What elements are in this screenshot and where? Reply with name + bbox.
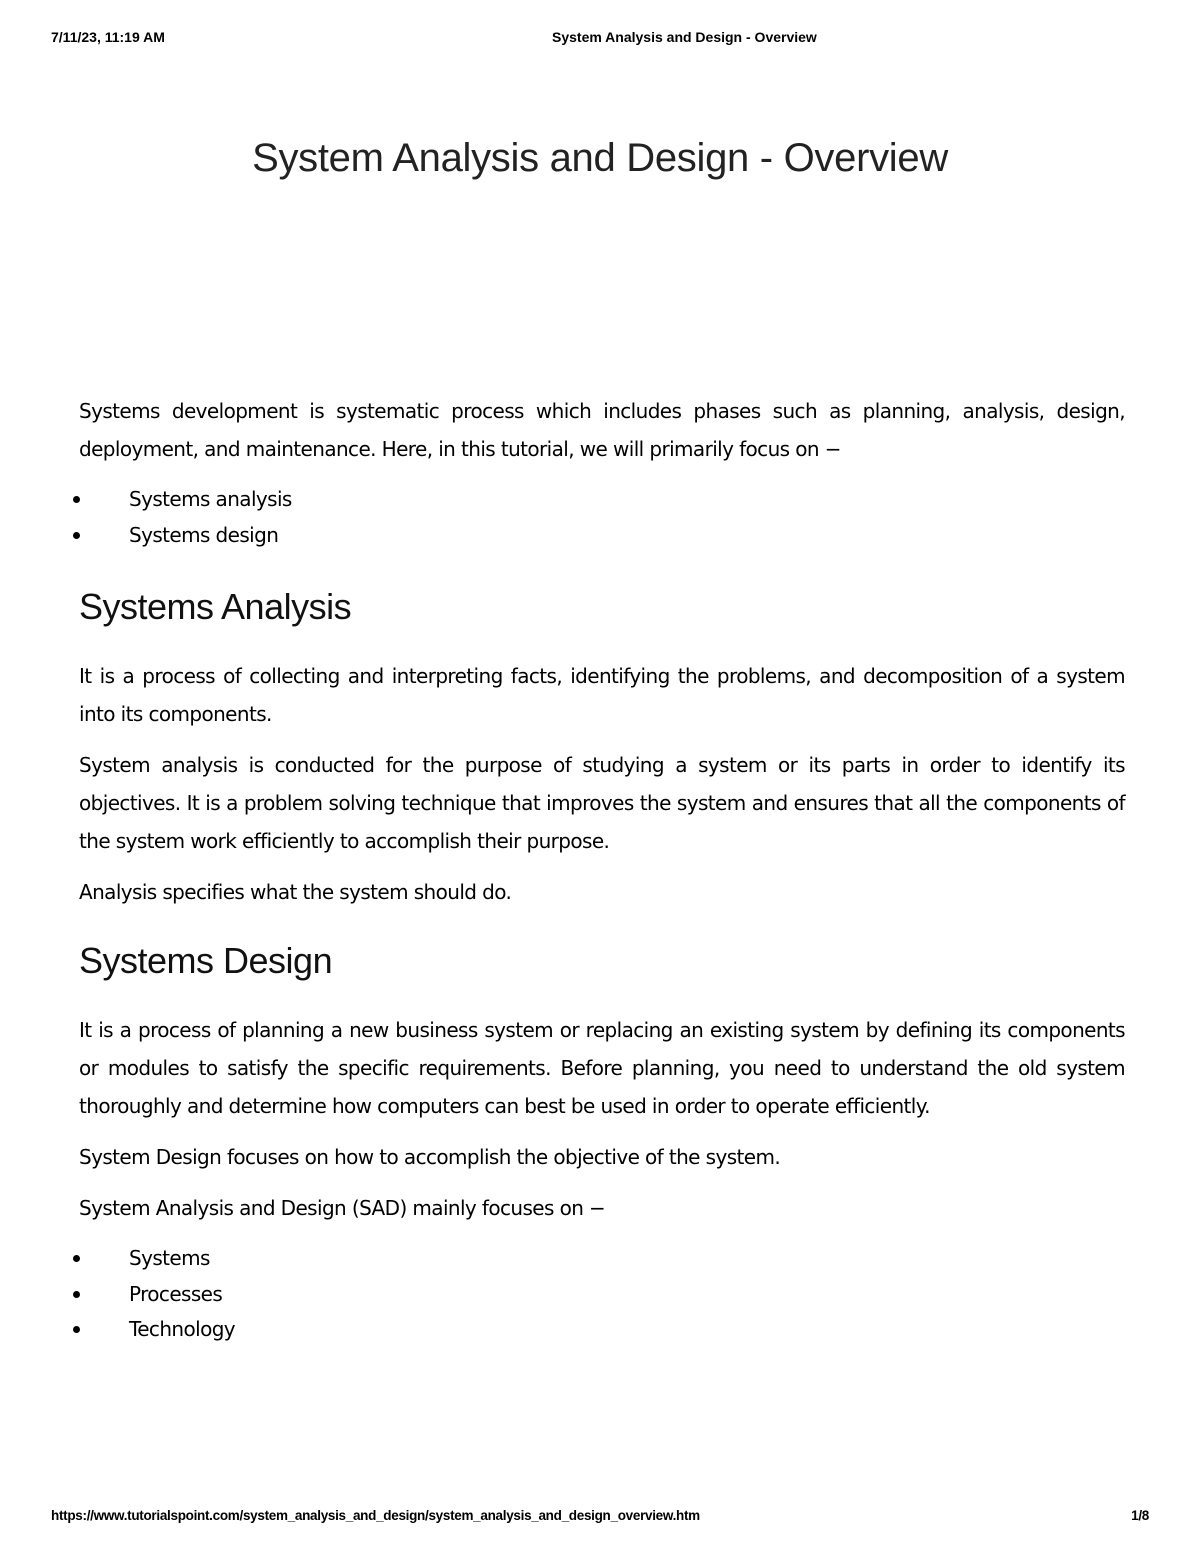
bullet-icon (73, 1291, 80, 1298)
article-content (79, 392, 1125, 1348)
print-url: https://www.tutorialspoint.com/system_analysis_and_design/system_analysis_and_design_overview.htm (51, 1508, 700, 1523)
print-footer (0, 1508, 1200, 1528)
page-title: System Analysis and Design - Overview (252, 136, 948, 180)
bullet-icon (73, 1326, 80, 1333)
analysis-paragraph: It is a process of collecting and interpreting facts, identifying the problems, and decomposition of a system into its components. (79, 664, 1125, 726)
section-heading-systems-analysis: Systems Analysis (79, 586, 352, 627)
list-item (79, 518, 1125, 554)
print-datetime: 7/11/23, 11:19 AM (51, 29, 165, 45)
intro-list (79, 482, 1125, 553)
bullet-icon (73, 496, 80, 503)
list-item (79, 1241, 1125, 1277)
list-item-label: Technology (129, 1317, 236, 1341)
design-paragraph: System Design focuses on how to accomplish the objective of the system. (79, 1145, 781, 1169)
print-page-number: 1/8 (1131, 1508, 1149, 1523)
bullet-icon (73, 1255, 80, 1262)
list-item-label: Systems analysis (129, 487, 292, 511)
analysis-paragraph: Analysis specifies what the system should do. (79, 880, 512, 904)
analysis-paragraph: System analysis is conducted for the purpose of studying a system or its parts in order to identify its objectives. It is a problem solving technique that improves the system and ensures that all the components of the system work efficiently to accomplish their purpose. (79, 753, 1125, 853)
section-heading-systems-design: Systems Design (79, 940, 333, 981)
list-item (79, 1312, 1125, 1348)
intro-paragraph: Systems development is systematic process which includes phases such as planning, analysis, design, deployment, and maintenance. Here, in this tutorial, we will primarily focus on − (79, 399, 1125, 461)
print-header-title: System Analysis and Design - Overview (552, 29, 817, 45)
list-item-label: Systems (129, 1246, 210, 1270)
design-paragraph: It is a process of planning a new business system or replacing an existing system by defining its components or modules to satisfy the specific requirements. Before planning, you need to understand the old system thoroughly and determine how computers can best be used in order to operate efficiently. (79, 1018, 1125, 1118)
print-header (0, 29, 1200, 49)
sad-focus-list (79, 1241, 1125, 1348)
list-item (79, 1277, 1125, 1313)
list-item-label: Systems design (129, 522, 279, 547)
bullet-icon (73, 532, 80, 539)
list-item-label: Processes (129, 1281, 223, 1306)
list-item (79, 482, 1125, 518)
design-paragraph: System Analysis and Design (SAD) mainly focuses on − (79, 1196, 606, 1220)
